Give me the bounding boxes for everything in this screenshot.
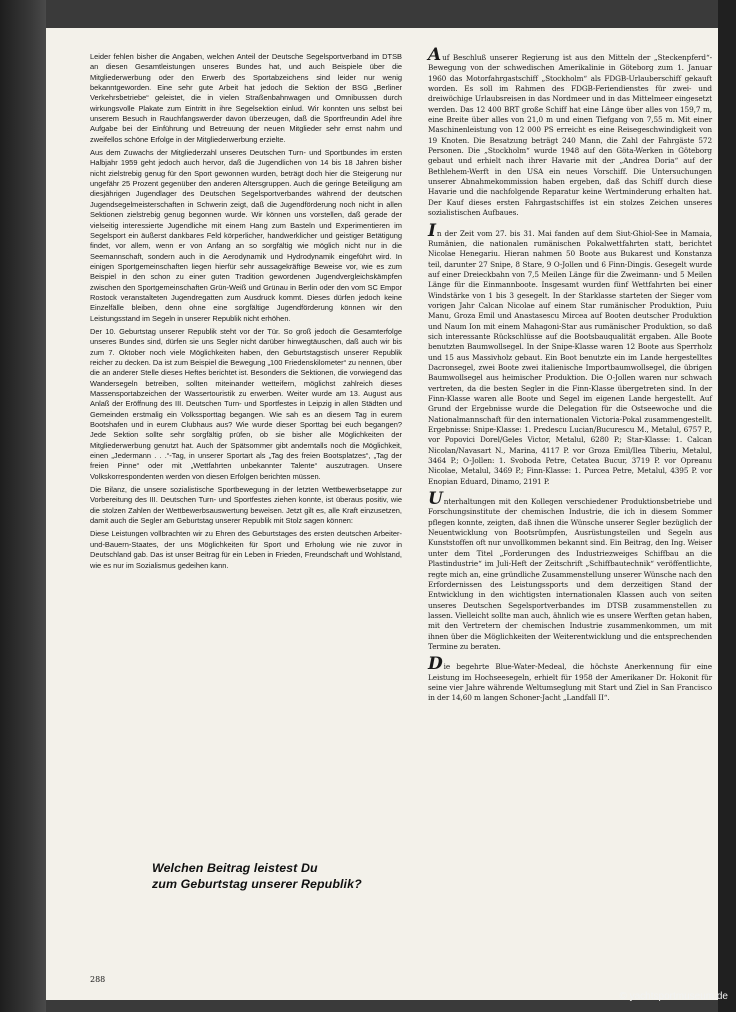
news-item [428, 220, 712, 488]
left-paragraph: Diese Leistungen vollbrachten wir zu Ehren des Geburtstages des ersten deutschen Arbeiter-und-Bauern-Staates, der uns Möglichkeiten für Sport und Erholung wie nie zuvor in Deutschland gab. Das ist unser Beitrag für ein Leben in Frieden, Freundschaft und Wohlstand, wie es nur im Sozialismus gedeihen kann. [90, 529, 402, 570]
news-item-text: ie begehrte Blue-Water-Medeal, die höchste Anerkennung für eine Leistung im Hochseesegeln, erhielt für 1958 der Amerikaner Dr. Hokonit für seine vier Jahre währende Weltumseglung mit Start und Ziel in San Francisco in der 14,60 m langen Schoner-Jacht „Landfall II“. [428, 662, 712, 703]
article-headline [152, 860, 412, 892]
drop-initial: U [428, 489, 443, 510]
scan-left-edge [0, 0, 46, 1012]
right-news-column [428, 45, 712, 711]
news-item-text: nterhaltungen mit den Kollegen verschiedener Produktionsbetriebe und Forschungsinstitute der chemischen Industrie, die ich in diesem Sommer pflegen konnte, zeigten, daß ihnen die Wünsche unserer Segler bezüglich der Neuentwicklung von Bootsrümpfen, Ausrüstungsteilen und Segeln aus Kunststoffen oft nur unvollkommen bekannt sind. Ein Beitrag, den Ing. Weiser unter dem Titel „Forderungen des Industriezweiges Schiffbau an die Plastindustrie“ im Juli-Heft der Zeitschrift „Schiffbautechnik“ veröffentlichte, regte mich an, eine gründliche Zusammenstellung unserer Wünsche nach den Erfordernissen des Leistungssports und dem derzeitigen Stand der Entwicklung in den wichtigsten internationalen Klassen auch von seiten unseres Deutschen Segelsportverbandes im DTSB zusammenstellen zu lassen. Vielleicht sollte man auch, ähnlich wie es unsere Werften getan haben, mit den Vertretern der chemischen Industrie zusammenkommen, um mit ihnen über die Möglichkeiten der Weiterentwicklung und die entsprechenden Termine zu beraten. [428, 497, 712, 651]
drop-initial: I [428, 220, 436, 241]
news-item [428, 654, 712, 703]
news-item-text: uf Beschluß unserer Regierung ist aus den Mitteln der „Steckenpferd“-Bewegung von der schwedischen Amerikalinie in Göteborg zum 1. Januar 1960 das Motorfahrgastschiff „Stockholm“ als FDGB-Urlauberschiff gekauft worden. Es soll im Rahmen des FDGB-Feriendienstes für zwei- und dreiwöchige Urlaubsreisen in das Nordmeer und in das Mittelmeer eingesetzt werden. Das 12 400 BRT große Schiff hat eine Länge über alles von 159,7 m, eine Breite über alles von 21,0 m und einen Tiefgang von 7,55 m. Mit einer Maschinenleistung von 12 000 PS erreicht es eine Reisegeschwindigkeit von 19 Knoten. Die Besatzung beträgt 240 Mann, die Zahl der Fahrgäste 572 Personen. Die „Stockholm“ wurde 1948 auf den Göta-Werken in Göteborg gebaut und erhielt nach ihrer Havarie mit der „Andrea Doria“ auf der Bethlehem-Werft in den USA ein neues Vorschiff. Die Untersuchungen unserer Abnahmekommission haben ergeben, daß das Schiff durch diese Havarie und die nachfolgende Reparatur keine Wertminderung erhalten hat. Der Kauf dieses ersten Fahrgastschiffes ist ein stolzes Zeichen unseres sozialistischen Aufbaues. [428, 53, 712, 218]
news-item [428, 45, 712, 219]
page-number: 288 [90, 975, 106, 984]
headline-line-2: zum Geburtstag unserer Republik? [152, 877, 362, 891]
left-paragraph: Der 10. Geburtstag unserer Republik steht vor der Tür. So groß jedoch die Gesamterfolge unseres Bundes sind, dürfen sie uns Segler nicht darüber hinwegtäuschen, daß auch wir bis zum 7. Oktober noch viele Möglichkeiten haben, den Geburtstagstisch unserer Republik reicher zu decken. Da ist zum Beispiel die Bewegung „100 Friedenskilometer“ zu nennen, über die an anderer Stelle dieses Heftes berichtet ist. Besonders die Sektionen, die vorwiegend das Wandersegeln betreiben, sollten miteinander wetteifern, möglichst zahlreich dieses Massensportabzeichen der Wassertouristik zu erwerben. Weiter wurde am 13. August aus Anlaß der Eröffnung des III. Deutschen Turn- und Sportfestes in Leipzig in allen Städten und Gemeinden erstmalig ein Volkssporttag begangen. Wie sah es an diesem Tag in eurem Bootshafen und in eurem Clubhaus aus? Wie wurde dieser Sporttag bei euch begangen? Jede Sektion sollte sehr sorgfältig prüfen, ob sie bisher alle Möglichkeiten der Mitgliederwerbung genutzt hat. Auch der Spätsommer gibt anderntalls noch die Möglichkeit, einen „Jedermann . . .“-Tag, in unserer Sportart als „Tag des freien Bootsplatzes“, „Tag der freien Pinne“ oder mit „Wettfahrten unbekannter Talente“ auszutragen. Unsere Volkskorrespondenten werden von diesen Erfolgen berichten müssen. [90, 326, 402, 481]
left-paragraph: Leider fehlen bisher die Angaben, welchen Anteil der Deutsche Segelsportverband im DTSB an diesen Gesamtleistungen unseres Bundes hat, und auch Beispiele über die Mitgliederwerbung oder den Erwerb des Sportabzeichens sind leider nur wenig bekanntgeworden. Eine sehr gute Arbeit hat jedoch die Sektion der BSG „Berliner Verkehrsbetriebe“ geleistet, die in vielen Straßenbahnwagen und Omnibussen durch wirkungsvolle Plakate zum Eintritt in ihre Segelsektion einlud. Wir konnten uns selbst bei unserem Besuch in Rauchfangswerder davon überzeugen, daß die Sportfreundin Adel ihre Aufgabe bei der Einführung und Betreuung der neuen Mitglieder sehr ernst nahm und zweifellos schöne Erfolge in der Mitgliederwerbung erzielte. [90, 52, 402, 144]
news-item-text: n der Zeit vom 27. bis 31. Mai fanden auf dem Siut-Ghiol-See in Mamaia, Rumänien, die nationalen rumänischen Pokalwettfahrten statt, berichtet Nicolae Henegariu. Hieran nahmen 50 Boote aus Bukarest und Konstanza teil, darunter 27 Snipe, 8 Stare, 9 O-Jollen und 6 Finn-Dingis. Gesegelt wurde auf einer Dreieckbahn von 7,5 Meilen Länge für die Zweimann- und 5 Meilen Länge für die Einmannboote. Insgesamt wurden fünf Wettfahrten bei einer Windstärke von 1 bis 3 gesegelt. In der Starklasse starteten der Sieger vom vorigen Jahr Calcan Nicolae auf einem Star rumänischer Produktion, Puiu Manu, Groza Emil und Anastasescu Mircea auf Booten deutscher Produktion und Naum Ion mit einem Mahagoni-Star aus rumänischer Produktion, so daß sich interessante Rückschlüsse auf die Bootsbauqualität ergaben. Alle Boote benutzten Baumwollsegel. In der Snipe-Klasse waren 12 Boote aus Sperrholz und 15 aus Massivholz gebaut. Ein Boot benutzte ein im Lande hergestelltes Dacronsegel, zwei Boote zwei italienische Importbaumwollsegel, die übrigen Baumwollsegel aus heimischer Produktion. Die O-Jollen waren nur schwach vertreten, da die besten Segler in die Finn-Klasse übergetreten sind. In der Finn-Klasse waren alle Boote und Segel im eigenen Lande hergestellt. Auf Grund der Ergebnisse wurde die Delegation für die Ostseewoche und die Nationalmannschaft für den internationalen Victoria-Pokal zusammengestellt. Ergebnisse: Snipe-Klasse: 1. Predescu Lucian/Bucurescu M., Metalul, 6757 P., vor Popovici Dorel/Geles Victor, Metalul, 6280 P.; Star-Klasse: 1. Calcan Nicolan/Navasart N., Marina, 4117 P. vor Groza Emil/Ilea Tiberiu, Metalul, 3464 P.; O-Jollen: 1. Svoboda Petre, Cetatea Bucur, 3719 P. vor Opreanu Nicolae, Metalul, 3469 P.; Finn-Klasse: 1. Purcea Petre, Metalul, 4395 P. vor Enopian Eduard, Dinamo, 2191 P. [428, 228, 712, 486]
left-paragraph: Die Bilanz, die unsere sozialistische Sportbewegung in der letzten Wettbewerbsetappe zur Vorbereitung des III. Deutschen Turn- und Sportfestes ziehen konnte, ist überaus positiv, wie die stolzen Zahlen der Wettbewerbsauswertung beweisen. Jetzt gilt es, alle Kraft einzusetzen, damit auch die Segler am Geburtstag unserer Republik mit Stolz sagen können: [90, 485, 402, 526]
drop-initial: D [428, 654, 443, 675]
headline-line-1: Welchen Beitrag leistest Du [152, 861, 318, 875]
news-item [428, 489, 712, 652]
scan-right-edge [718, 0, 736, 1012]
drop-initial: A [428, 45, 442, 65]
left-article-column [90, 52, 402, 574]
copyright-notice: © yachtsportmuseum.de [619, 991, 728, 1002]
left-paragraph: Aus dem Zuwachs der Mitgliederzahl unseres Deutschen Turn- und Sportbundes im ersten Halbjahr 1959 geht jedoch auch hervor, daß die Jugendlichen von 14 bis 18 Jahren bisher nicht zielstrebig genug für den Sport gewonnen wurden, beträgt doch hier die Steigerung nur ungefähr 25 Prozent gegenüber den anderen Altersgruppen. Auch die geringe Beteiligung am diesjährigen Jugendlager des Deutschen Segelsportverbandes während der deutschen Jugendsegelmeisterschaften in Schwerin zeigt, daß die Jugendförderung noch nicht in allen Sektionen zielstrebig genug begonnen wurde. Wir können uns vorstellen, daß gerade der vielseitig interessierte Jugendliche mit einem Hang zum Basteln und Experimentieren im Segelsport ein äußerst dankbares Feld körperlicher, handwerklicher und geistiger Betätigung findet, vor allem, wenn er von Anfang an so sorgfältig wie möglich nicht nur in die Seemannschaft, sondern auch in die Aerodynamik und Hydrodynamik eingeführt wird. In einigen Sportgemeinschaften liegen hierfür sehr aussagekräftige Beweise vor, wie es zum Beispiel in den schon zu einer guten Tradition gewordenen Jugendvergleichskämpfen zwischen den Sportgemeinschaften Grün-Weiß und Grünau in Berlin oder den vom SC Empor Rostock veranstalteten Jugendregatten zum Ausdruck kommt. Dieses dürfen jedoch keine Einzelfälle bleiben, denn ohne eine sorgfältige Jugendförderung können wir den Leistungsstand im Segeln in unserer Republik nicht erhöhen. [90, 148, 402, 323]
